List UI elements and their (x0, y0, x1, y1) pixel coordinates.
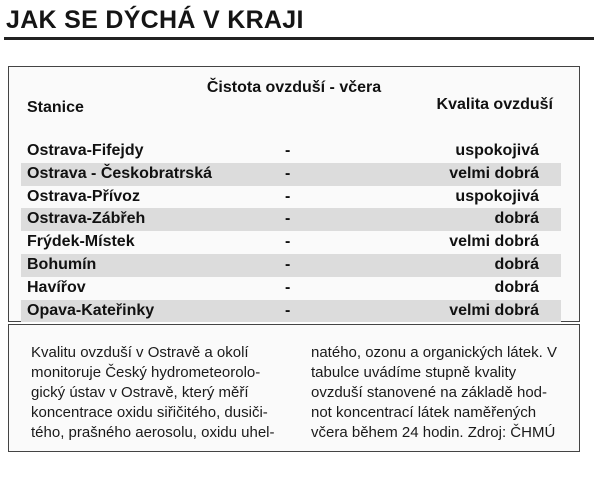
quality-value: velmi dobrá (449, 233, 539, 251)
air-quality-table (8, 66, 580, 322)
note-line: včera během 24 hodin. Zdroj: ČHMÚ (311, 424, 556, 441)
station-name: Opava-Kateřinky (27, 301, 155, 319)
table-row (21, 208, 561, 231)
note-column-right (311, 343, 573, 443)
table-row (21, 254, 561, 277)
note-line: koncentrace oxidu siřičitého, dusiči- (31, 404, 268, 421)
table-title: Čistota ovzduší - včera (206, 79, 382, 96)
table-rows (21, 140, 561, 322)
row-dash: - (285, 301, 291, 319)
quality-value: dobrá (494, 255, 539, 273)
row-dash: - (285, 255, 291, 273)
table-row (21, 277, 561, 300)
note-line: natého, ozonu a organických látek. V (311, 344, 557, 361)
quality-value: dobrá (494, 210, 539, 228)
row-dash: - (285, 278, 291, 296)
station-name: Havířov (27, 278, 86, 296)
station-name: Ostrava-Přívoz (27, 187, 140, 205)
row-dash: - (285, 233, 291, 251)
row-dash: - (285, 187, 291, 205)
note-line: tého, prašného aerosolu, oxidu uhel- (31, 424, 275, 441)
note-line: ovzduší stanovené na základě hod- (311, 384, 547, 401)
note-column-left (31, 343, 289, 443)
station-name: Frýdek-Místek (27, 233, 135, 251)
table-row (21, 186, 561, 209)
note-line: Kvalitu ovzduší v Ostravě a okolí (31, 344, 249, 361)
table-row (21, 163, 561, 186)
note-line: gický ústav v Ostravě, který měří (31, 384, 249, 401)
quality-value: velmi dobrá (449, 301, 539, 319)
quality-value: uspokojivá (455, 187, 539, 205)
column-header-quality: Kvalita ovzduší (436, 96, 553, 113)
quality-value: dobrá (494, 278, 539, 296)
station-name: Ostrava-Zábřeh (27, 210, 146, 228)
table-row (21, 140, 561, 163)
column-header-station: Stanice (27, 99, 84, 116)
table-row (21, 300, 561, 323)
headline-rule (4, 37, 594, 40)
info-note (8, 324, 580, 452)
note-line: tabulce uvádíme stupně kvality (311, 364, 517, 381)
quality-value: uspokojivá (455, 142, 539, 159)
row-dash: - (285, 210, 291, 228)
headline: JAK SE DÝCHÁ V KRAJI (6, 6, 304, 34)
quality-value: velmi dobrá (449, 164, 539, 182)
station-name: Bohumín (27, 255, 97, 273)
station-name: Ostrava-Fifejdy (27, 142, 144, 159)
row-dash: - (285, 142, 291, 159)
station-name: Ostrava - Českobratrská (27, 164, 212, 182)
table-row (21, 231, 561, 254)
row-dash: - (285, 164, 291, 182)
note-line: monitoruje Český hydrometeorolo- (31, 364, 261, 381)
note-line: not koncentrací látek naměřených (311, 404, 537, 421)
